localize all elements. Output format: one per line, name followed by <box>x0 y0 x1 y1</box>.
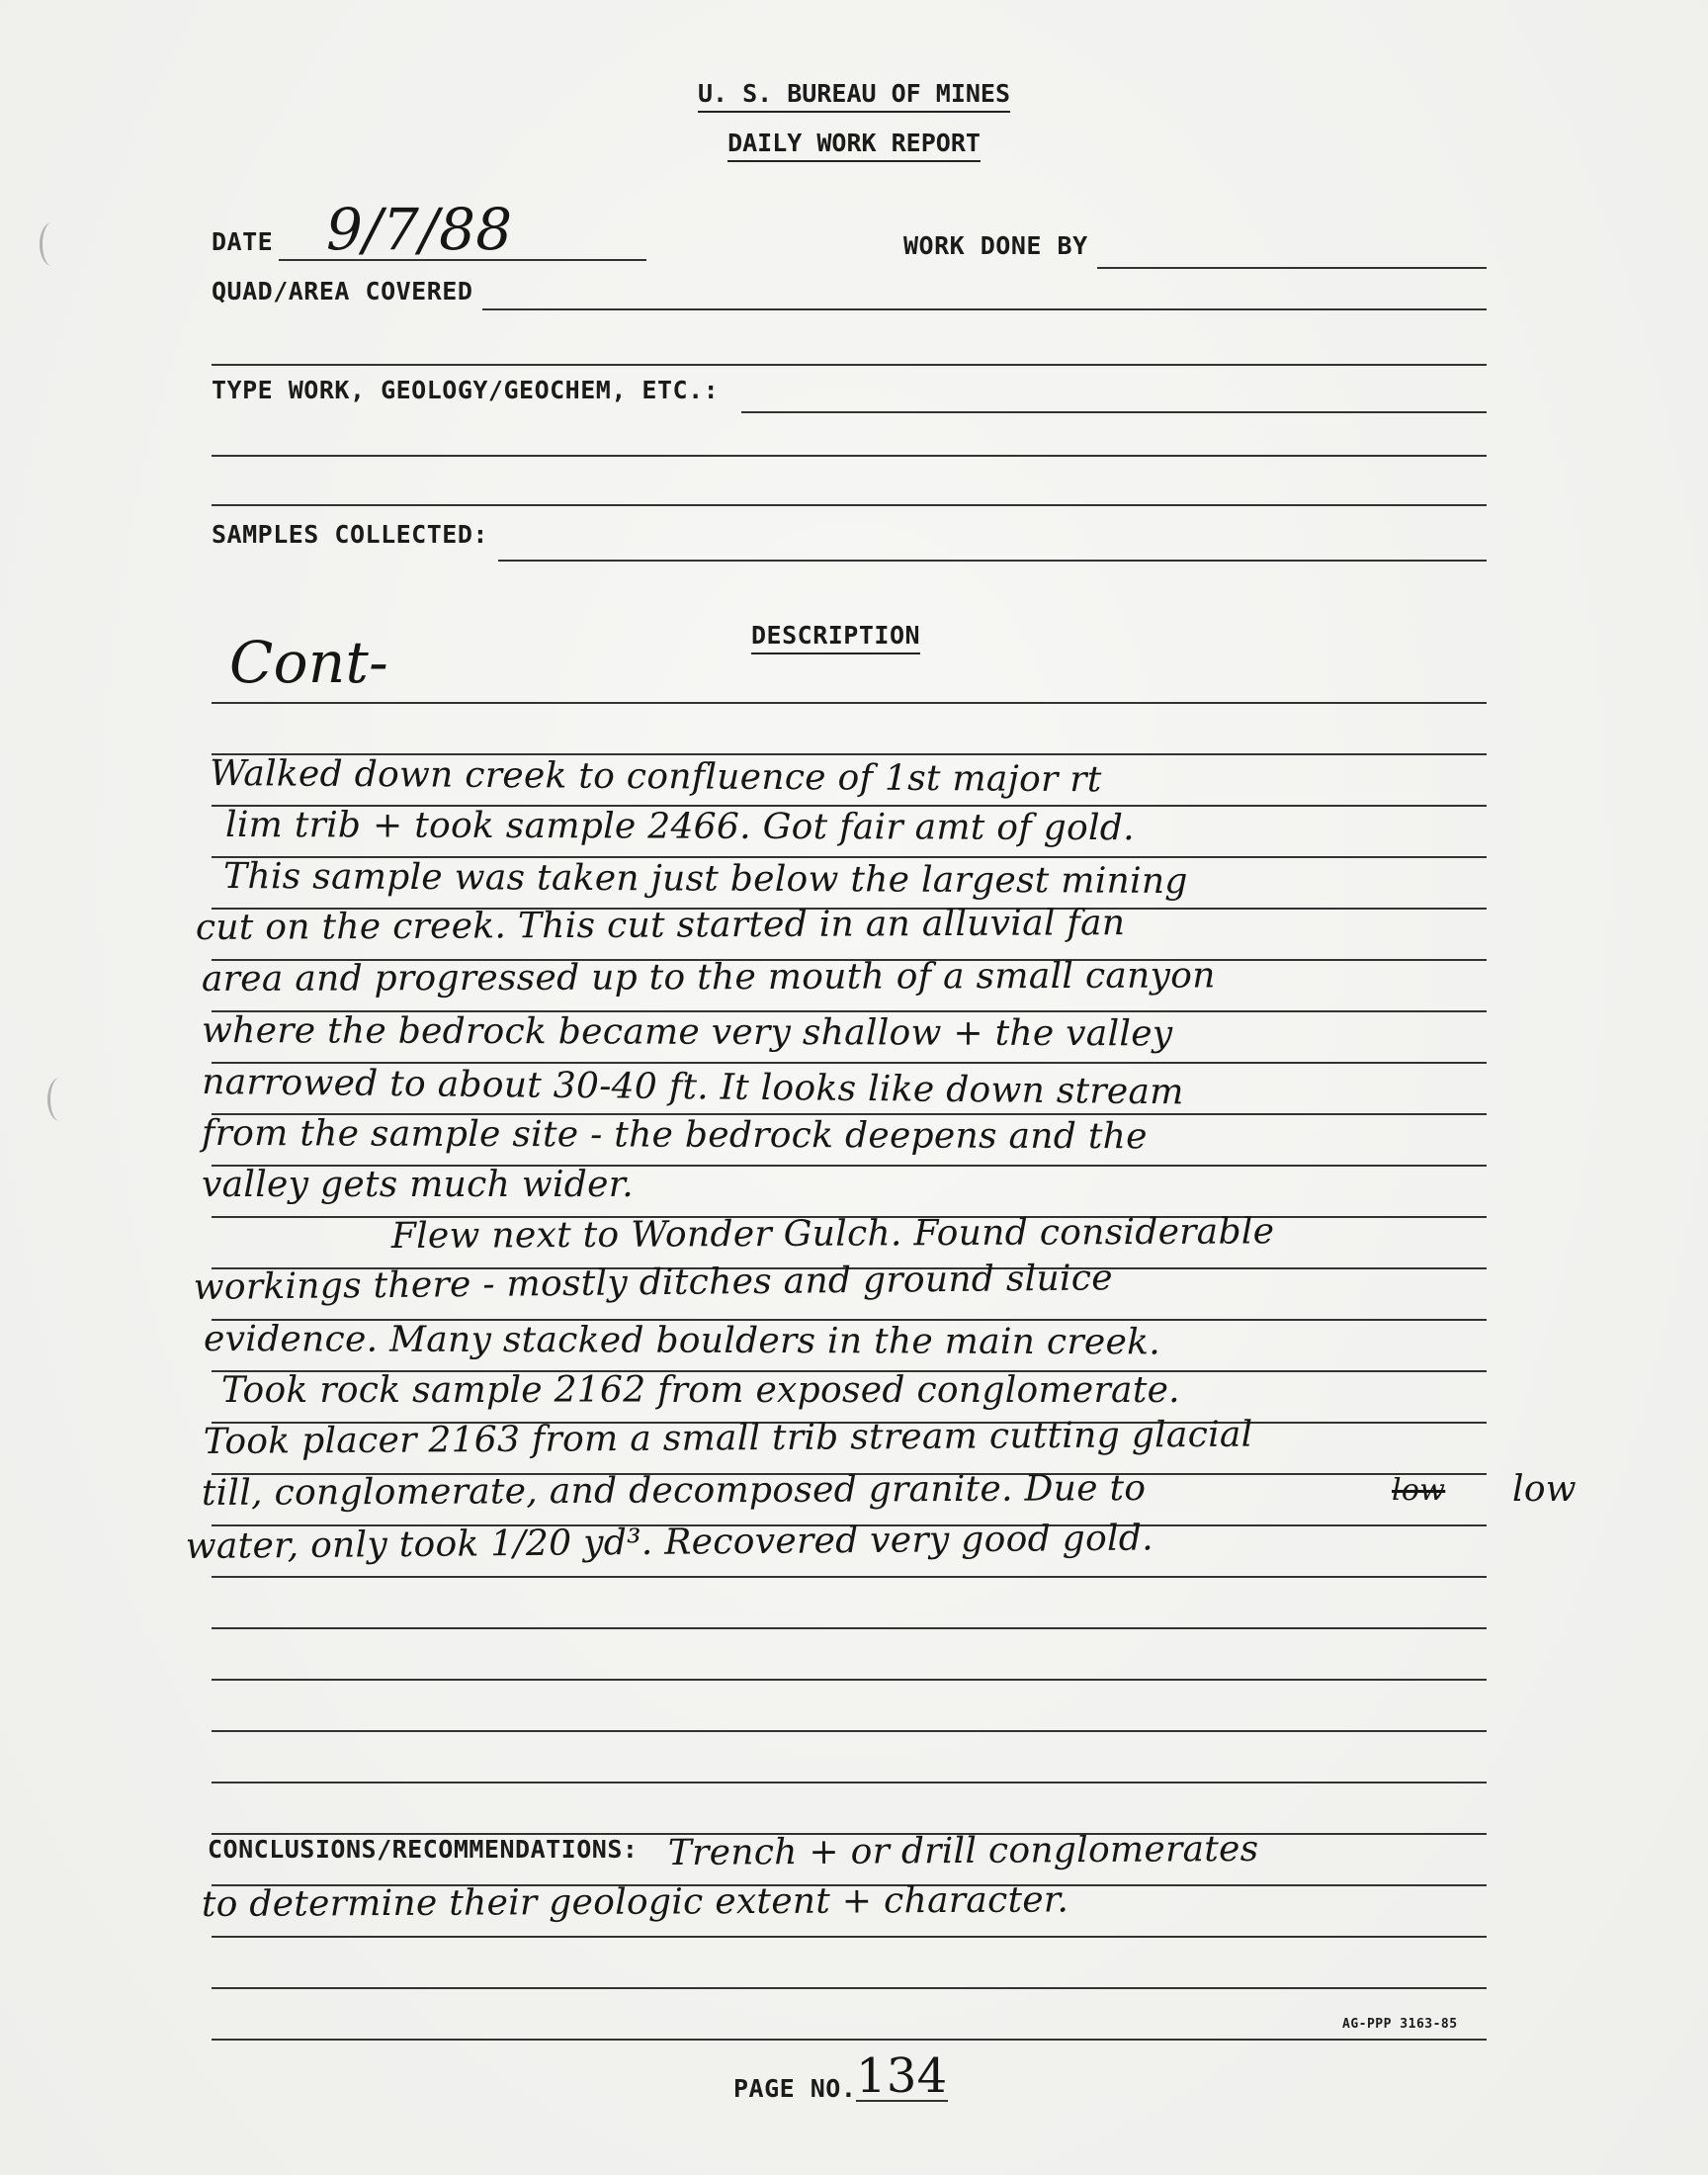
punch-hole-top <box>40 222 64 266</box>
description-line: evidence. Many stacked boulders in the main creek. <box>204 1319 1161 1363</box>
description-line: narrowed to about 30-40 ft. It looks like down stream <box>202 1062 1184 1113</box>
rule-line <box>212 1679 1487 1681</box>
rule-line <box>212 1987 1487 1989</box>
rule-line <box>212 1576 1487 1578</box>
description-line: Took rock sample 2162 from exposed conglomerate. <box>221 1370 1180 1411</box>
description-cont-mark: Cont- <box>229 629 389 696</box>
description-struck-word: low <box>1392 1473 1446 1508</box>
description-line: Walked down creek to confluence of 1st major rt <box>210 753 1102 801</box>
description-line: workings there - mostly ditches and ground sluice <box>193 1258 1114 1308</box>
description-line: valley gets much wider. <box>202 1165 635 1205</box>
type-work-line-2 <box>212 455 1487 457</box>
description-line: from the sample site - the bedrock deepens and the <box>202 1113 1148 1158</box>
rule-line <box>212 1782 1487 1784</box>
samples-label: SAMPLES COLLECTED: <box>212 520 488 549</box>
quad-area-line <box>482 308 1487 310</box>
description-line: where the bedrock became very shallow + the valley <box>202 1010 1173 1055</box>
date-value[interactable]: 9/7/88 <box>326 196 513 263</box>
rule-line <box>212 1627 1487 1629</box>
quad-area-line-2 <box>212 364 1487 366</box>
description-line: till, conglomerate, and decomposed granite. Due to <box>201 1467 1147 1514</box>
samples-line <box>498 560 1487 562</box>
conclusions-line-2[interactable]: to determine their geologic extent + character. <box>201 1879 1069 1925</box>
work-done-by-line <box>1097 267 1487 269</box>
description-line: lim trib + took sample 2466. Got fair amt of gold. <box>225 805 1135 849</box>
page-number-label: PAGE NO. <box>733 2074 857 2103</box>
description-line: area and progressed up to the mouth of a small canyon <box>201 955 1216 1000</box>
rule-line <box>212 702 1487 704</box>
description-line: Flew next to Wonder Gulch. Found considerable <box>390 1211 1275 1257</box>
rule-line <box>212 1730 1487 1732</box>
quad-area-label: QUAD/AREA COVERED <box>212 277 473 305</box>
conclusions-label: CONCLUSIONS/RECOMMENDATIONS: <box>208 1835 639 1864</box>
agency-title: U. S. BUREAU OF MINES <box>0 79 1708 113</box>
rule-line <box>212 1936 1487 1938</box>
type-work-line <box>741 411 1487 413</box>
rule-line <box>212 2039 1487 2041</box>
work-done-by-label: WORK DONE BY <box>903 231 1088 260</box>
description-line: This sample was taken just below the largest mining <box>223 856 1188 903</box>
page-number-value: 134 <box>856 2048 948 2104</box>
description-line: cut on the creek. This cut started in an alluvial fan <box>195 903 1126 948</box>
description-heading: DESCRIPTION <box>751 621 920 654</box>
form-code: AG-PPP 3163-85 <box>1342 2017 1458 2032</box>
description-correction: low <box>1512 1469 1577 1510</box>
conclusions-line-1[interactable]: Trench + or drill conglomerates <box>667 1828 1259 1873</box>
type-work-label: TYPE WORK, GEOLOGY/GEOCHEM, ETC.: <box>212 376 720 404</box>
date-label: DATE <box>212 227 274 256</box>
punch-hole-middle <box>47 1078 72 1121</box>
description-line: Took placer 2163 from a small trib stream cutting glacial <box>203 1414 1253 1462</box>
type-work-line-3 <box>212 504 1487 506</box>
description-line: water, only took 1/20 yd³. Recovered very good gold. <box>185 1518 1154 1567</box>
form-title: DAILY WORK REPORT <box>0 129 1708 162</box>
